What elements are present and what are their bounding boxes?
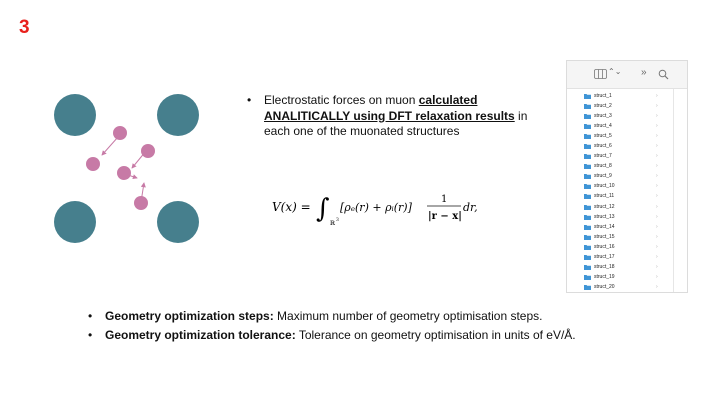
folder-name: struct_9 xyxy=(594,173,612,180)
finder-toolbar xyxy=(567,61,687,89)
view-mode-icon[interactable] xyxy=(594,69,607,79)
host-atom-bottom-right xyxy=(157,201,199,243)
search-icon[interactable] xyxy=(658,69,669,80)
folder-icon xyxy=(584,274,591,280)
folder-icon xyxy=(584,193,591,199)
host-atom-top-right xyxy=(157,94,199,136)
folder-name: struct_6 xyxy=(594,143,612,150)
chevron-right-icon: › xyxy=(656,173,658,180)
folder-name: struct_4 xyxy=(594,123,612,130)
folder-name: struct_16 xyxy=(594,243,615,250)
folder-name: struct_5 xyxy=(594,133,612,140)
muon-site xyxy=(134,196,148,210)
folder-row[interactable] xyxy=(567,101,688,111)
folder-icon xyxy=(584,214,591,220)
folder-row[interactable] xyxy=(567,181,688,191)
more-toolbar-icon[interactable]: » xyxy=(641,67,647,78)
folder-row[interactable] xyxy=(567,262,688,272)
chevron-right-icon: › xyxy=(656,113,658,120)
folder-icon xyxy=(584,244,591,250)
integral-domain: ℝ xyxy=(330,220,335,227)
folder-icon xyxy=(584,153,591,159)
chevron-right-icon: › xyxy=(656,193,658,200)
param-term: Geometry optimization steps: xyxy=(105,309,274,323)
chevron-right-icon: › xyxy=(656,163,658,170)
chevron-right-icon: › xyxy=(656,183,658,190)
folder-name: struct_3 xyxy=(594,113,612,120)
chevron-right-icon: › xyxy=(656,243,658,250)
chevron-right-icon: › xyxy=(656,203,658,210)
chevron-right-icon: › xyxy=(656,233,658,240)
folder-row[interactable] xyxy=(567,91,688,101)
folder-name: struct_19 xyxy=(594,273,615,280)
fraction-numerator: 1 xyxy=(441,194,448,205)
folder-row[interactable] xyxy=(567,202,688,212)
bullet-geometry-steps xyxy=(88,307,688,326)
folder-name: struct_14 xyxy=(594,223,615,230)
param-desc: Maximum number of geometry optimisation steps. xyxy=(273,309,543,323)
folder-name: struct_17 xyxy=(594,253,615,260)
folder-name: struct_7 xyxy=(594,153,612,160)
bullet-marker: • xyxy=(247,93,252,107)
folder-row[interactable] xyxy=(567,222,688,232)
folder-name: struct_13 xyxy=(594,213,615,220)
folder-row[interactable] xyxy=(567,111,688,121)
chevron-right-icon: › xyxy=(656,103,658,110)
folder-name: struct_2 xyxy=(594,103,612,110)
chevron-right-icon: › xyxy=(656,143,658,150)
chevron-right-icon: › xyxy=(656,223,658,230)
folder-name: struct_8 xyxy=(594,163,612,170)
folder-list xyxy=(567,91,688,292)
param-term: Geometry optimization tolerance: xyxy=(105,328,296,342)
force-arrow xyxy=(102,137,118,155)
chevron-right-icon: › xyxy=(656,263,658,270)
muon-site xyxy=(117,166,131,180)
potential-formula xyxy=(272,183,522,233)
folder-icon xyxy=(584,103,591,109)
folder-icon xyxy=(584,234,591,240)
host-atom-top-left xyxy=(54,94,96,136)
muon-site xyxy=(113,126,127,140)
muon-site-diagram xyxy=(40,85,220,255)
electrostatic-bullet xyxy=(247,93,552,140)
integral-domain-sup: 3 xyxy=(336,218,339,223)
folder-name: struct_10 xyxy=(594,183,615,190)
folder-icon xyxy=(584,254,591,260)
host-atom-bottom-left xyxy=(54,201,96,243)
bullet-geometry-tolerance xyxy=(88,326,688,345)
folder-row[interactable] xyxy=(567,151,688,161)
parameter-bullets xyxy=(88,307,688,345)
bullet-marker: • xyxy=(88,309,93,323)
chevron-right-icon: › xyxy=(656,253,658,260)
folder-row[interactable] xyxy=(567,272,688,282)
folder-row[interactable] xyxy=(567,282,688,292)
folder-row[interactable] xyxy=(567,232,688,242)
folder-icon xyxy=(584,123,591,129)
folder-icon xyxy=(584,93,591,99)
folder-icon xyxy=(584,284,591,290)
muon-site xyxy=(141,144,155,158)
folder-icon xyxy=(584,204,591,210)
slide-number: 3 xyxy=(19,17,30,38)
chevron-right-icon: › xyxy=(656,283,658,290)
chevron-right-icon: › xyxy=(656,123,658,130)
integral-sign: ∫ xyxy=(316,194,330,224)
folder-icon xyxy=(584,133,591,139)
chevron-right-icon: › xyxy=(656,273,658,280)
folder-row[interactable] xyxy=(567,171,688,181)
folder-name: struct_15 xyxy=(594,233,615,240)
folder-icon xyxy=(584,163,591,169)
fraction-denominator: |r − x| xyxy=(428,211,462,222)
folder-icon xyxy=(584,264,591,270)
folder-name: struct_12 xyxy=(594,203,615,210)
folder-icon xyxy=(584,143,591,149)
finder-window xyxy=(566,60,688,293)
chevron-right-icon: › xyxy=(656,153,658,160)
view-dropdown-chevron-icon[interactable]: ⌃⌄ xyxy=(608,67,622,76)
chevron-right-icon: › xyxy=(656,213,658,220)
charge-density: [ρₑ(r) + ρᵢ(r)] xyxy=(340,201,412,214)
bullet-text: Electrostatic forces on muon calculated ANALITICALLY using DFT relaxation results in each one of the muonated structures xyxy=(264,93,528,138)
param-desc: Tolerance on geometry optimisation in units of eV/Å. xyxy=(295,328,576,342)
folder-icon xyxy=(584,224,591,230)
folder-row[interactable] xyxy=(567,212,688,222)
folder-icon xyxy=(584,183,591,189)
folder-row[interactable] xyxy=(567,242,688,252)
chevron-right-icon: › xyxy=(656,133,658,140)
folder-row[interactable] xyxy=(567,131,688,141)
folder-row[interactable] xyxy=(567,121,688,131)
chevron-right-icon: › xyxy=(656,93,658,99)
folder-name: struct_20 xyxy=(594,283,615,290)
folder-row[interactable] xyxy=(567,141,688,151)
folder-name: struct_11 xyxy=(594,193,615,200)
folder-name: struct_1 xyxy=(594,93,612,99)
formula-tail: dr, xyxy=(463,201,478,214)
folder-icon xyxy=(584,173,591,179)
folder-row[interactable] xyxy=(567,161,688,171)
formula-lhs: V(x) = xyxy=(272,200,311,214)
emphasis-text: calculated ANALITICALLY using DFT relaxation results xyxy=(264,93,515,123)
folder-row[interactable] xyxy=(567,191,688,201)
folder-name: struct_18 xyxy=(594,263,615,270)
folder-icon xyxy=(584,113,591,119)
bullet-marker: • xyxy=(88,328,93,342)
folder-row[interactable] xyxy=(567,252,688,262)
muon-site xyxy=(86,157,100,171)
